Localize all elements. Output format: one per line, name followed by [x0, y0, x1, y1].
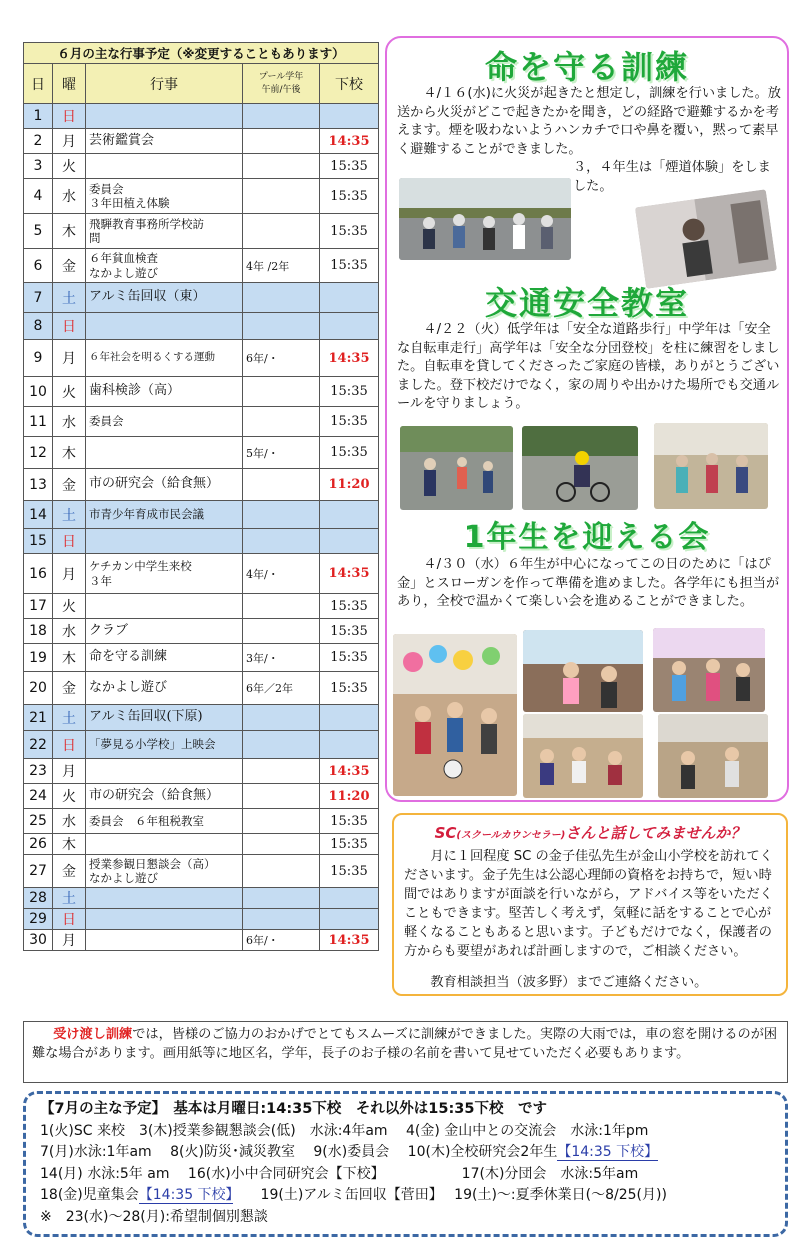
row-weekday: 木: [53, 644, 86, 672]
row-pool: 4年 /2年: [243, 249, 320, 283]
counselor-title: SC(スクールカウンセラー)さんと話してみませんか？: [434, 824, 746, 842]
row-dismissal: [320, 731, 379, 759]
schedule-row: [24, 619, 379, 644]
row-weekday: 土: [53, 501, 86, 529]
schedule-row: [24, 554, 379, 594]
row-day: 6: [24, 249, 53, 283]
row-day: 21: [24, 705, 53, 731]
row-pool: [243, 888, 320, 909]
row-dismissal: 15:35: [320, 594, 379, 619]
row-day: 5: [24, 214, 53, 249]
training-text-2: ３，４年生は「煙道体験」をしました。: [573, 160, 771, 194]
july-line-2: 7(月)水泳:1年am 8(火)防災･減災教室 9(水)委員会 10(木)全校研究会2年生【14:35 下校】: [40, 1144, 659, 1160]
counselor-text: 月に１回程度 SC の金子佳弘先生が金山小学校を訪れてくださいます。金子先生は公認心理師の資格をお持ちで，短い時間ではありますが面談を行いながら，アドバイス等をいただくこともできます。堅苦しく考えず，気軽に話をすることで心が軽くなることもあると思います。子どもだけでなく，保護者の方からも要望があれば計画しますので，ご相談ください。: [404, 849, 773, 959]
row-event: [86, 501, 243, 529]
row-dismissal: 15:35: [320, 834, 379, 855]
schedule-row: [24, 501, 379, 529]
row-day: 8: [24, 313, 53, 340]
schedule-row: [24, 407, 379, 437]
july-line-5: ※ 23(水)～28(月):希望制個別懇談: [40, 1208, 268, 1225]
row-dismissal: 14:35: [320, 340, 379, 377]
row-day: 23: [24, 759, 53, 784]
row-event-line: 委員会: [89, 414, 124, 429]
july-line-4: 18(金)児童集会【14:35 下校】 19(土)アルミ缶回収【菅田】 19(土)～:夏季休業日(～8/25(月)): [40, 1187, 667, 1203]
row-dismissal: 14:35: [320, 129, 379, 154]
row-event-line: 芸術鑑賞会: [89, 132, 155, 148]
june-schedule-table: [23, 42, 379, 951]
training-photo-evacuation: [399, 178, 571, 260]
row-dismissal: 15:35: [320, 644, 379, 672]
row-weekday: 木: [53, 437, 86, 469]
row-event: [86, 283, 243, 313]
row-pool: [243, 834, 320, 855]
schedule-row: [24, 809, 379, 834]
row-event: [86, 888, 243, 909]
header-event: 行事: [86, 64, 243, 104]
row-pool: [243, 104, 320, 129]
schedule-row: [24, 855, 379, 888]
row-dismissal: 14:35: [320, 759, 379, 784]
traffic-photo-group: [654, 423, 768, 509]
row-event-line: ３年田植え体験: [89, 196, 170, 210]
row-weekday: 日: [53, 731, 86, 759]
news-panel: [385, 36, 789, 802]
row-weekday: 土: [53, 888, 86, 909]
schedule-row: [24, 784, 379, 809]
row-event-line: 市青少年育成市民会議: [89, 507, 204, 522]
row-pool: [243, 784, 320, 809]
schedule-row: [24, 731, 379, 759]
row-event: [86, 594, 243, 619]
row-event: [86, 672, 243, 705]
july-schedule-box: [23, 1091, 788, 1237]
welcome-photo-hall: [658, 714, 768, 798]
row-pool: [243, 855, 320, 888]
row-dismissal: 14:35: [320, 554, 379, 594]
row-pool: [243, 529, 320, 554]
row-event-line: 委員会 ６年租税教室: [89, 813, 204, 828]
july-early-dismissal-1: 【14:35 下校】: [557, 1144, 659, 1160]
row-pool: 6年/・: [243, 930, 320, 951]
row-pool: 3年/・: [243, 644, 320, 672]
row-event-line: 飛騨教育事務所学校訪: [89, 216, 204, 231]
schedule-row: [24, 340, 379, 377]
schedule-row: [24, 930, 379, 951]
row-event: [86, 377, 243, 407]
schedule-title: ６月の主な行事予定（※変更することもあります）: [24, 43, 379, 64]
july-early-dismissal-2: 【14:35 下校】: [138, 1187, 233, 1203]
row-event-line: ６年社会を明るくする運動: [89, 351, 215, 364]
row-pool: [243, 909, 320, 930]
note-text: では，皆様のご協力のおかげでとてもスムーズに訓練ができました。実際の大雨では，車の窓を開けるのが困難な場合があります。画用紙等に地区名，学年，長子のお子様の名前を書いて見せていただく必要もあります。: [32, 1027, 778, 1061]
welcome-photo-speaker: [523, 630, 643, 712]
row-event: [86, 855, 243, 888]
welcome-text: ４/３０（水）６年生が中心になってこの日のために「はぴ金」とスローガンを作って準備を進めました。各学年にも担当があり，全校で温かくて楽しい会を進めることができました。: [397, 557, 780, 609]
row-weekday: 日: [53, 313, 86, 340]
note-emphasis: 受け渡し訓練: [53, 1027, 133, 1042]
row-event: [86, 340, 243, 377]
row-event-line: 市の研究会（給食無）: [89, 476, 220, 492]
schedule-row: [24, 154, 379, 179]
row-day: 27: [24, 855, 53, 888]
row-event-line: なかよし遊び: [89, 871, 158, 885]
schedule-row: [24, 644, 379, 672]
row-pool: [243, 619, 320, 644]
row-weekday: 金: [53, 249, 86, 283]
row-event-line: ケチカン中学生来校: [89, 559, 192, 574]
row-day: 14: [24, 501, 53, 529]
row-weekday: 月: [53, 340, 86, 377]
row-pool: [243, 809, 320, 834]
schedule-row: [24, 672, 379, 705]
row-day: 28: [24, 888, 53, 909]
schedule-row: [24, 214, 379, 249]
schedule-row: [24, 594, 379, 619]
row-event: [86, 249, 243, 283]
row-dismissal: 15:35: [320, 672, 379, 705]
schedule-row: [24, 377, 379, 407]
row-day: 20: [24, 672, 53, 705]
row-dismissal: 15:35: [320, 179, 379, 214]
row-event-line: 市の研究会（給食無）: [89, 787, 220, 803]
row-dismissal: [320, 104, 379, 129]
row-dismissal: [320, 313, 379, 340]
welcome-photo-games: [523, 714, 643, 798]
row-pool: 5年/・: [243, 437, 320, 469]
row-event: [86, 129, 243, 154]
july-line-1: 1(火)SC 来校 3(木)授業参観懇談会(低) 水泳:4年am 4(金) 金山中との交流会 水泳:1年pm: [40, 1122, 649, 1139]
row-event: [86, 930, 243, 951]
row-pool: [243, 377, 320, 407]
row-pool: 4年/・: [243, 554, 320, 594]
row-weekday: 火: [53, 377, 86, 407]
traffic-text: ４/２２（火）低学年は「安全な道路歩行」中学年は「安全な自転車走行」高学年は「安全な分団登校」を柱に練習をしました。自転車を貸してくださったご家庭の皆様，ありがとうございました。登下校だけでなく，家の周りや出かけた場所でも交通ルールを守りましょう。: [397, 322, 780, 411]
row-event: [86, 731, 243, 759]
header-day: 日: [24, 64, 53, 104]
row-day: 3: [24, 154, 53, 179]
schedule-row: [24, 888, 379, 909]
row-dismissal: [320, 501, 379, 529]
schedule-row: [24, 469, 379, 501]
counselor-contact: 教育相談担当（波多野）までご連絡ください。: [430, 975, 708, 990]
row-dismissal: 15:35: [320, 437, 379, 469]
row-event: [86, 407, 243, 437]
schedule-row: [24, 529, 379, 554]
row-weekday: 月: [53, 554, 86, 594]
handover-drill-note: [23, 1021, 788, 1083]
row-event: [86, 809, 243, 834]
training-heading: 命を守る訓練: [484, 48, 689, 86]
row-event: [86, 179, 243, 214]
row-weekday: 土: [53, 283, 86, 313]
row-day: 19: [24, 644, 53, 672]
row-dismissal: 15:35: [320, 855, 379, 888]
row-day: 11: [24, 407, 53, 437]
row-pool: [243, 469, 320, 501]
row-dismissal: [320, 529, 379, 554]
row-weekday: 火: [53, 594, 86, 619]
row-event: [86, 644, 243, 672]
schedule-row: [24, 759, 379, 784]
row-event-line: 問: [89, 231, 101, 245]
row-event: [86, 313, 243, 340]
training-text: ４/１６(水)に火災が起きたと想定し，訓練を行いました。放送から火災がどこで起きたかを聞き，どの経路で避難するかを考えます。煙を吸わないようハンカチで口や鼻を覆い，黙って素早く避難することができました。: [397, 86, 781, 157]
row-pool: [243, 214, 320, 249]
row-weekday: 水: [53, 407, 86, 437]
row-event-line: アルミ缶回収（東）: [89, 289, 206, 305]
row-day: 10: [24, 377, 53, 407]
row-event: [86, 784, 243, 809]
row-pool: [243, 179, 320, 214]
row-event: [86, 469, 243, 501]
row-pool: [243, 705, 320, 731]
row-event-line: 歯科検診（高）: [89, 383, 181, 399]
row-pool: 6年/・: [243, 340, 320, 377]
schedule-row: [24, 313, 379, 340]
row-pool: [243, 594, 320, 619]
row-weekday: 水: [53, 179, 86, 214]
row-dismissal: 11:20: [320, 784, 379, 809]
schedule-row: [24, 249, 379, 283]
row-pool: [243, 731, 320, 759]
row-event: [86, 909, 243, 930]
traffic-photo-walking: [400, 426, 513, 510]
july-line-3: 14(月) 水泳:5年 am 16(水)小中合同研究会【下校】 17(木)分団会 水泳:5年am: [40, 1165, 639, 1182]
schedule-row: [24, 104, 379, 129]
row-event-line: 命を守る訓練: [89, 649, 168, 665]
row-event-line: なかよし遊び: [89, 679, 168, 695]
traffic-photo-bicycle: [522, 426, 638, 510]
row-dismissal: 15:35: [320, 154, 379, 179]
row-day: 15: [24, 529, 53, 554]
row-event: [86, 834, 243, 855]
row-day: 4: [24, 179, 53, 214]
row-dismissal: 14:35: [320, 930, 379, 951]
row-dismissal: [320, 705, 379, 731]
row-day: 16: [24, 554, 53, 594]
schedule-row: [24, 129, 379, 154]
row-event: [86, 214, 243, 249]
row-pool: [243, 154, 320, 179]
row-weekday: 日: [53, 909, 86, 930]
row-day: 24: [24, 784, 53, 809]
row-day: 12: [24, 437, 53, 469]
row-day: 18: [24, 619, 53, 644]
row-weekday: 木: [53, 834, 86, 855]
row-event: [86, 619, 243, 644]
row-dismissal: 15:35: [320, 407, 379, 437]
row-event-line: 授業参観日懇談会（高）: [89, 856, 216, 871]
row-dismissal: 15:35: [320, 619, 379, 644]
header-dismissal: 下校: [320, 64, 379, 104]
row-weekday: 木: [53, 214, 86, 249]
row-event: [86, 437, 243, 469]
row-event: [86, 705, 243, 731]
row-weekday: 日: [53, 104, 86, 129]
schedule-row: [24, 283, 379, 313]
training-photo-smoke: [635, 189, 777, 289]
schedule-row: [24, 834, 379, 855]
row-event: [86, 529, 243, 554]
row-event: [86, 154, 243, 179]
schedule-row: [24, 179, 379, 214]
row-weekday: 月: [53, 129, 86, 154]
row-event-line: ６年貧血検査: [89, 251, 158, 266]
row-pool: 6年／2年: [243, 672, 320, 705]
welcome-photo-main: [393, 634, 517, 796]
welcome-heading: 1年生を迎える会: [463, 520, 711, 555]
row-weekday: 金: [53, 672, 86, 705]
schedule-row: [24, 909, 379, 930]
row-pool: [243, 501, 320, 529]
header-dow: 曜: [53, 64, 86, 104]
row-day: 13: [24, 469, 53, 501]
row-pool: [243, 313, 320, 340]
row-weekday: 月: [53, 930, 86, 951]
schedule-row: [24, 437, 379, 469]
row-dismissal: 15:35: [320, 214, 379, 249]
row-weekday: 火: [53, 154, 86, 179]
row-day: 1: [24, 104, 53, 129]
row-weekday: 土: [53, 705, 86, 731]
row-weekday: 金: [53, 855, 86, 888]
row-weekday: 水: [53, 809, 86, 834]
row-day: 25: [24, 809, 53, 834]
welcome-photo-stage: [653, 628, 765, 712]
row-day: 2: [24, 129, 53, 154]
row-event-line: なかよし遊び: [89, 265, 158, 280]
row-event-line: 「夢見る小学校」上映会: [89, 737, 216, 752]
row-weekday: 日: [53, 529, 86, 554]
row-dismissal: 15:35: [320, 809, 379, 834]
header-pool: プール学年 午前/午後: [243, 64, 320, 104]
row-day: 22: [24, 731, 53, 759]
row-day: 26: [24, 834, 53, 855]
row-dismissal: [320, 888, 379, 909]
schedule-row: [24, 705, 379, 731]
july-header: 【7月の主な予定】 基本は月曜日:14:35下校 それ以外は15:35下校 です: [40, 1101, 547, 1117]
row-event-line: クラブ: [89, 622, 129, 638]
row-event-line: 委員会: [89, 181, 124, 196]
row-pool: [243, 407, 320, 437]
row-day: 9: [24, 340, 53, 377]
row-day: 30: [24, 930, 53, 951]
row-event: [86, 759, 243, 784]
row-dismissal: 15:35: [320, 377, 379, 407]
row-weekday: 水: [53, 619, 86, 644]
row-pool: [243, 283, 320, 313]
row-day: 17: [24, 594, 53, 619]
row-weekday: 火: [53, 784, 86, 809]
row-pool: [243, 129, 320, 154]
row-dismissal: [320, 283, 379, 313]
row-weekday: 月: [53, 759, 86, 784]
row-event: [86, 554, 243, 594]
row-day: 7: [24, 283, 53, 313]
row-event-line: ３年: [89, 573, 112, 588]
row-dismissal: [320, 909, 379, 930]
row-dismissal: 11:20: [320, 469, 379, 501]
row-day: 29: [24, 909, 53, 930]
counselor-box: [392, 813, 788, 996]
row-dismissal: 15:35: [320, 249, 379, 283]
row-event: [86, 104, 243, 129]
row-event-line: アルミ缶回収(下原): [89, 709, 203, 725]
row-weekday: 金: [53, 469, 86, 501]
row-pool: [243, 759, 320, 784]
traffic-heading: 交通安全教室: [484, 284, 689, 322]
